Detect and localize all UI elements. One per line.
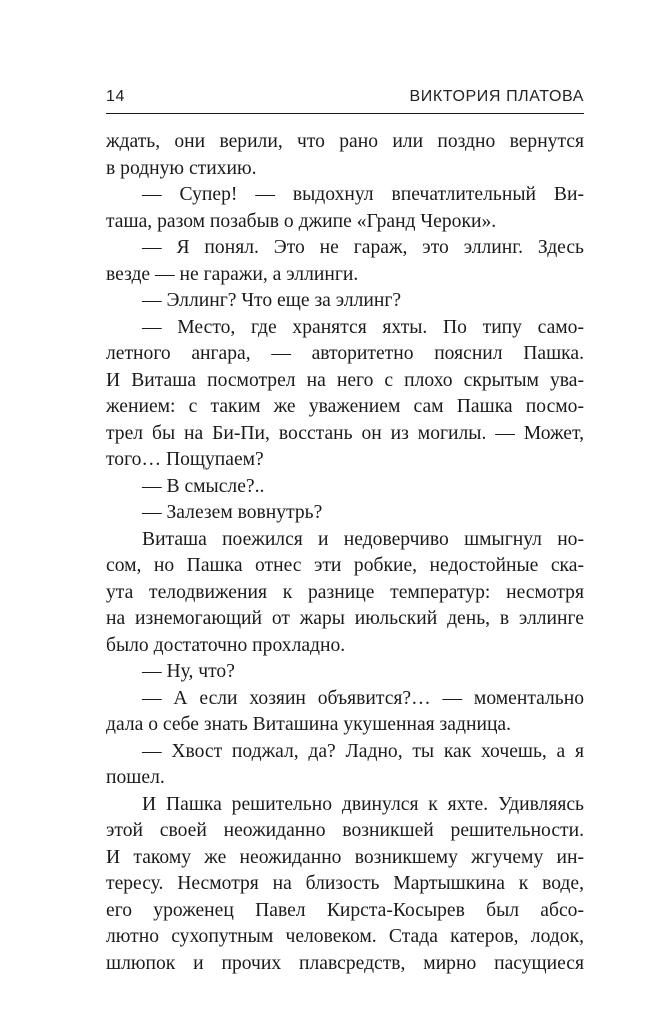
text-line: — Место, где хранятся яхты. По типу само- — [142, 316, 584, 338]
text-line: Виташа поежился и недоверчиво шмыгнул но- — [142, 528, 584, 550]
text-line: везде — не гаражи, а эллинги. — [106, 263, 359, 285]
page-number: 14 — [106, 88, 125, 105]
page-header — [106, 86, 584, 112]
text-line: — Эллинг? Что еще за эллинг? — [142, 290, 402, 311]
body-text — [106, 129, 584, 977]
text-line: трел бы на Би-Пи, восстань он из могилы. — Может, — [106, 422, 584, 444]
text-line: ута телодвижения к разнице температур: несмотря — [106, 581, 584, 603]
text-line: тересу. Несмотря на близость Мартышкина к воде, — [106, 873, 584, 894]
text-line: было достаточно прохладно. — [106, 634, 346, 656]
header-divider — [106, 113, 584, 114]
text-line: шлюпок и прочих плавсредств, мирно пасущиеся — [106, 952, 584, 974]
text-line: — Залезем вовнутрь? — [142, 502, 323, 523]
text-line: — А если хозяин объявится?… — моментально — [142, 687, 584, 709]
text-line: таша, разом позабыв о джипе «Гранд Чероки». — [106, 210, 497, 232]
text-line: — Супер! — выдохнул впечатлительный Ви- — [142, 184, 584, 205]
text-line: лютно сухопутным человеком. Стада катеров, лодок, — [106, 926, 584, 947]
running-title: ВИКТОРИЯ ПЛАТОВА — [409, 88, 584, 105]
text-line: сом, но Пашка отнес эти робкие, недостойные ска- — [106, 555, 584, 576]
text-line: — Хвост поджал, да? Ладно, ты как хочешь, а я — [142, 740, 584, 762]
text-line: жением: с таким же уважением сам Пашка посмо- — [106, 396, 584, 417]
text-line: И такому же неожиданно возникшему жгучему ин- — [106, 846, 584, 868]
text-line: — Я понял. Это не гараж, это эллинг. Здесь — [142, 237, 584, 258]
text-line: И Виташа посмотрел на него с плохо скрытым ува- — [106, 369, 584, 391]
text-line: — В смысле?.. — [142, 475, 265, 497]
text-line: И Пашка решительно двинулся к яхте. Удивляясь — [142, 793, 584, 815]
text-line: на изнемогающий от жары июльский день, в эллинге — [106, 608, 584, 629]
text-line: в родную стихию. — [106, 157, 257, 179]
text-line: его уроженец Павел Кирста-Косырев был абсо- — [106, 899, 584, 921]
text-line: того… Пощупаем? — [106, 449, 264, 470]
text-line: — Ну, что? — [142, 661, 235, 682]
text-line: дала о себе знать Виташина укушенная задница. — [106, 714, 512, 735]
text-line: этой своей неожиданно возникшей решительности. — [106, 820, 584, 841]
text-line: ждать, они верили, что рано или поздно вернутся — [106, 131, 584, 152]
text-line: пошел. — [106, 767, 165, 788]
text-line: летного ангара, — авторитетно пояснил Пашка. — [106, 343, 584, 364]
